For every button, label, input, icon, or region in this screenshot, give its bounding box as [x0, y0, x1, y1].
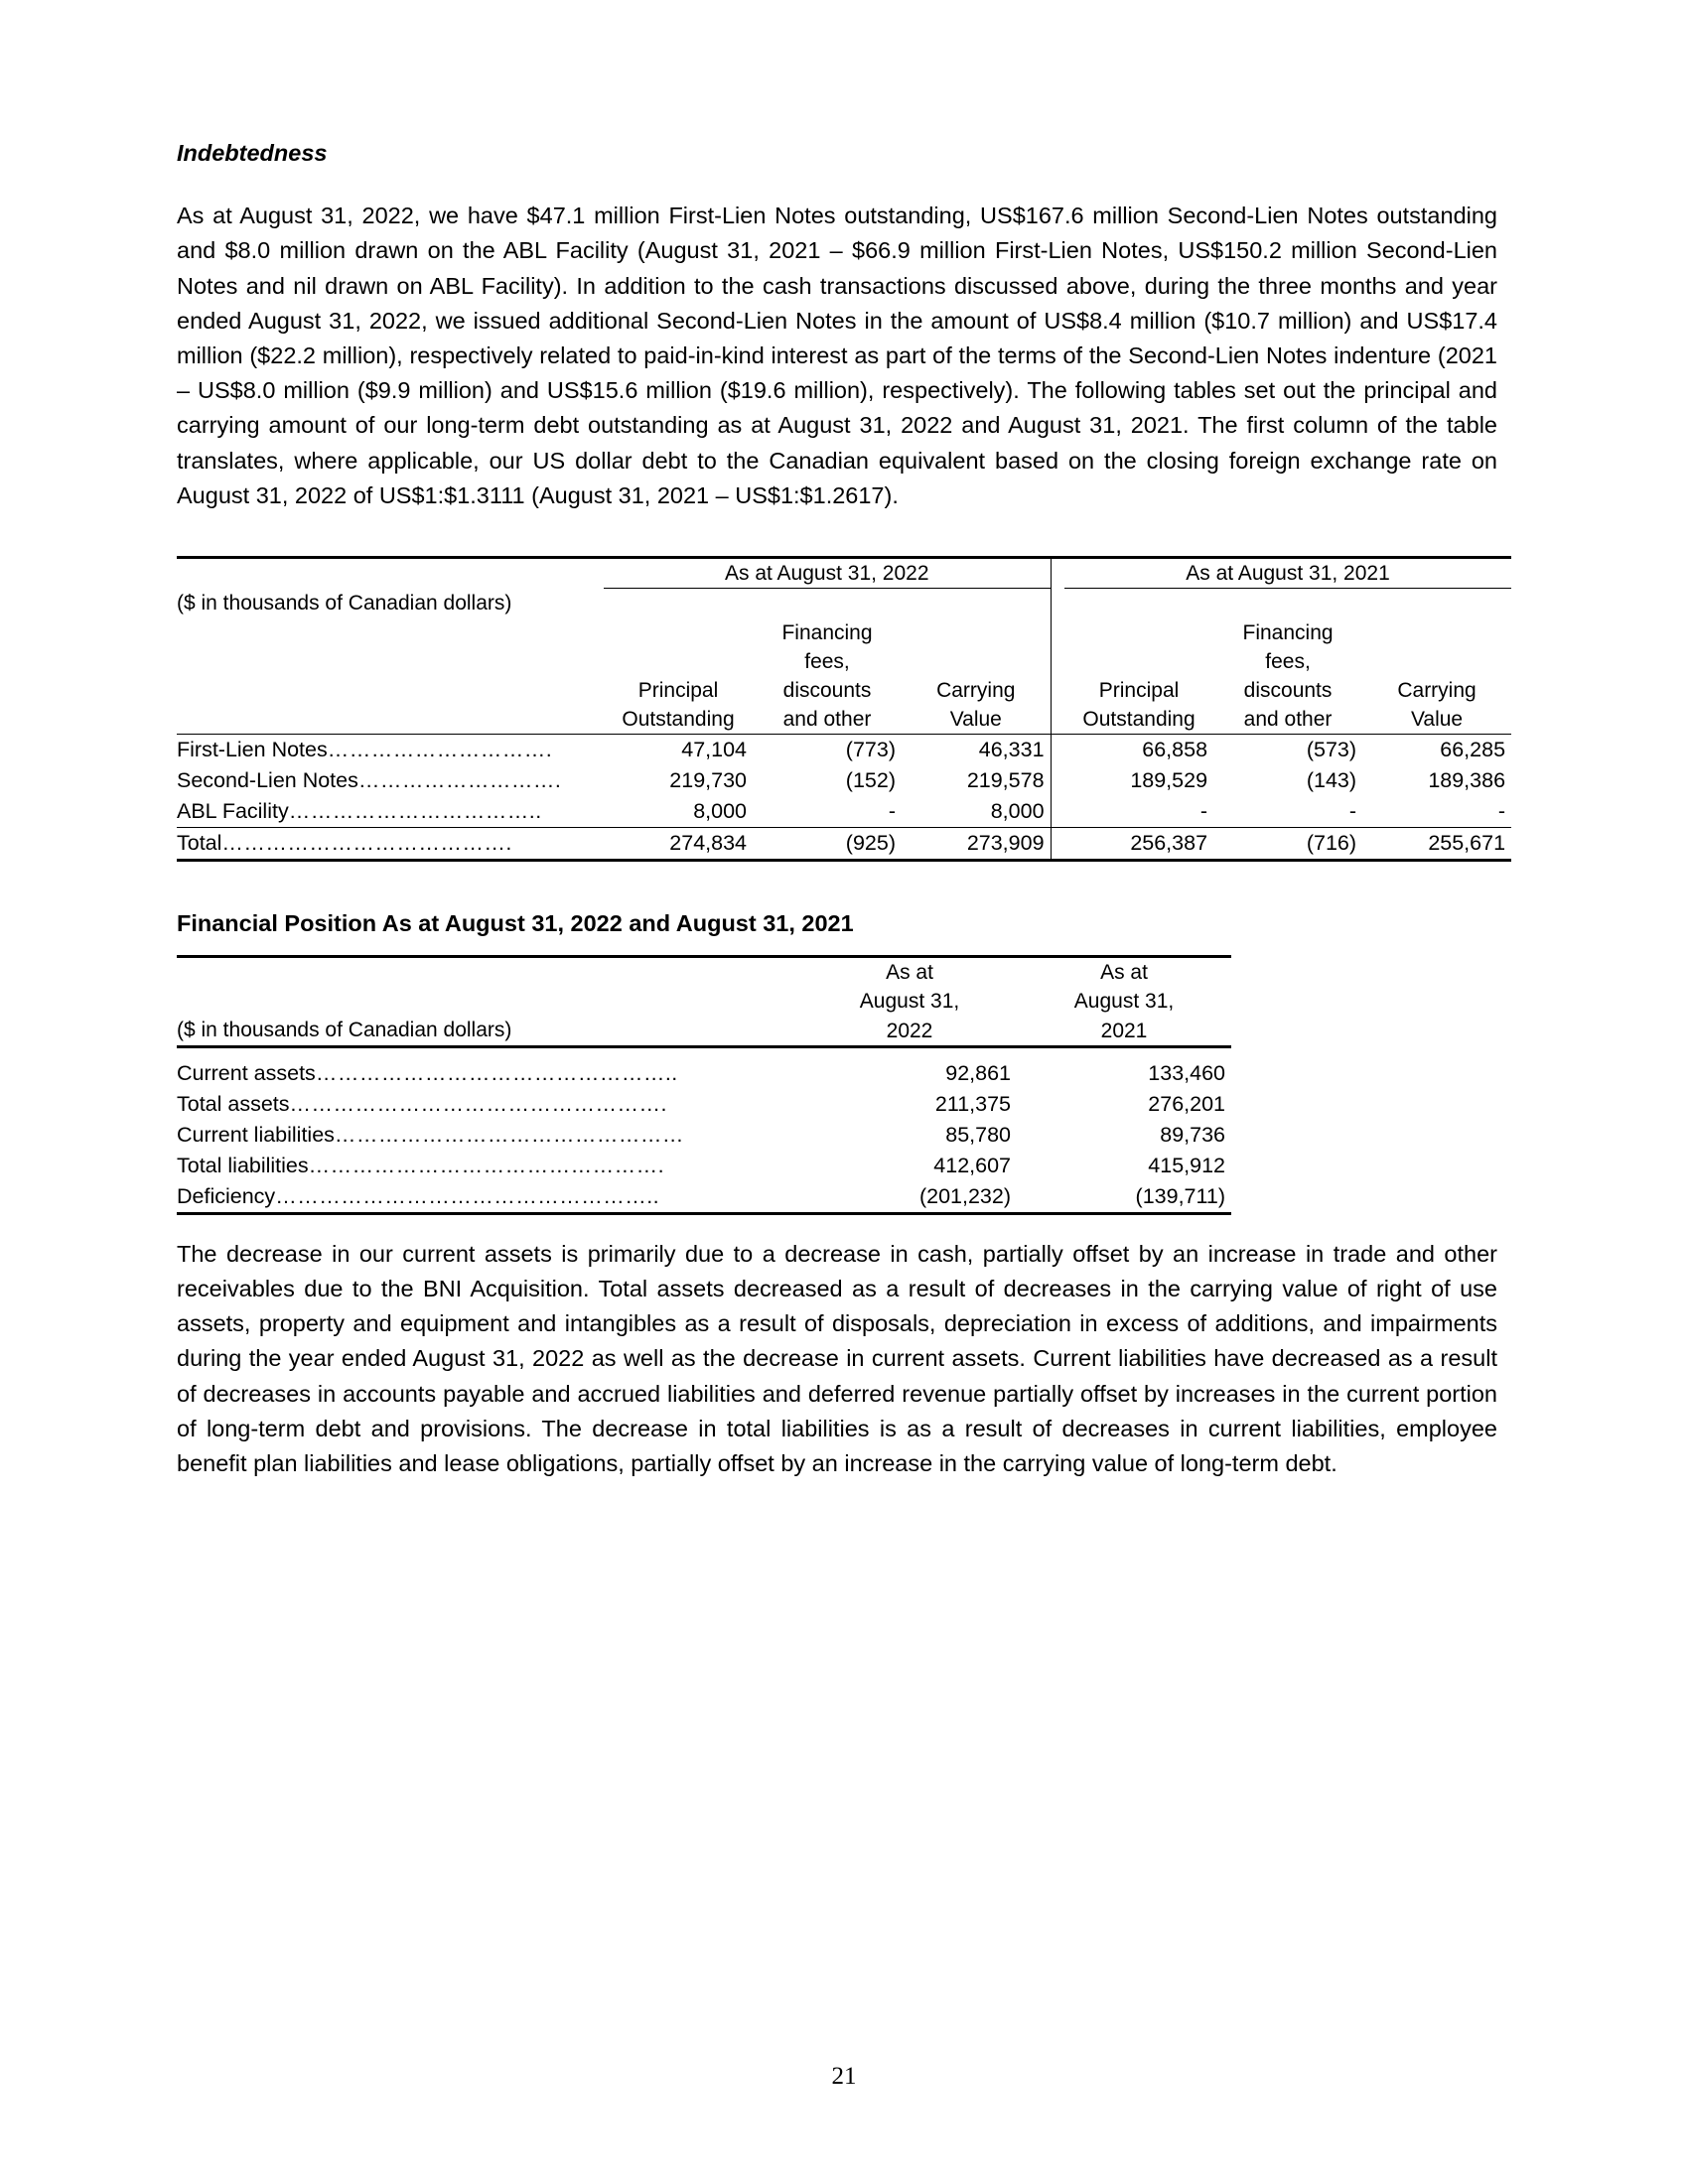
- row-label: [177, 1120, 802, 1151]
- fp-colhdr-2022-l1: As at: [802, 956, 1017, 987]
- cell-2022: 412,607: [933, 1153, 1011, 1177]
- cell-fees-2021: (143): [1306, 767, 1357, 792]
- colhdr-carrying-2022-l3: Carrying: [936, 678, 1016, 702]
- colhdr-fees-2022-l1: Financing: [781, 620, 873, 644]
- row-leader: …………………………………………….: [289, 1091, 668, 1116]
- section-heading-indebtedness: Indebtedness: [177, 140, 328, 166]
- cell-carrying-2021: -: [1362, 796, 1511, 828]
- colhdr-carrying-2021-l4: Value: [1362, 705, 1511, 735]
- colhdr-principal-2021-l2: [1064, 647, 1213, 676]
- cell-carrying-2022: 219,578: [966, 767, 1045, 792]
- table-row: [177, 1120, 1231, 1151]
- total-row: [177, 827, 1511, 860]
- total-principal-2021: 256,387: [1064, 827, 1213, 860]
- total-carrying-2021: 255,671: [1362, 827, 1511, 860]
- group-header-2022: As at August 31, 2022: [604, 558, 1051, 589]
- cell-2022: (201,232): [802, 1181, 1017, 1214]
- fp-colhdr-2021-l3: 2021: [1017, 1016, 1231, 1047]
- closing-paragraph: The decrease in our current assets is primarily due to a decrease in cash, partially offset by an increase in trade and other receivables due to the BNI Acquisition. Total assets decreased as a result of decreases in the carrying value of right of use assets, property and equipment and intangibles as a result of disposals, depreciation in excess of additions, and impairments during the year ended August 31, 2022 as well as the decrease in current assets. Current liabilities have decreased as a result of decreases in accounts payable and accrued liabilities and deferred revenue partially offset by increases in the current portion of long-term debt and provisions. The decrease in total liabilities is as a result of decreases in current liabilities, employee benefit plan liabilities and lease obligations, partially offset by an increase in the carrying value of long-term debt.: [177, 1240, 1497, 1476]
- fp-column-header-line2: [177, 987, 1231, 1016]
- column-header-line1: [177, 618, 1511, 647]
- group-header-2021: As at August 31, 2021: [1064, 558, 1511, 589]
- row-label-text: ABL Facility: [177, 798, 289, 823]
- cell-2022: 85,780: [945, 1122, 1011, 1147]
- column-header-line4: [177, 705, 1511, 735]
- total-fees-2022: (925): [753, 827, 902, 860]
- row-label: [177, 734, 604, 765]
- row-label-text: Total: [177, 830, 222, 855]
- table-row: [177, 796, 1511, 828]
- colhdr-fees-2021-l3: discounts: [1243, 678, 1333, 702]
- cell-principal-2022: 47,104: [681, 737, 747, 761]
- row-leader: ……………………………..: [288, 798, 542, 823]
- table-row: [177, 734, 1511, 765]
- row-label: [177, 1089, 802, 1120]
- units-note-row: [177, 589, 1511, 618]
- colhdr-carrying-2021-l2: [1362, 647, 1511, 676]
- colhdr-principal-2021-l3: Principal: [1098, 678, 1180, 702]
- colhdr-carrying-2022-l4: Value: [902, 705, 1051, 735]
- row-leader: ……………………….: [357, 767, 562, 792]
- column-header-line3: [177, 676, 1511, 705]
- row-label: [177, 827, 604, 860]
- row-label-text: Second-Lien Notes: [177, 767, 358, 792]
- page-number: 21: [831, 2063, 857, 2090]
- row-label-text: Current liabilities: [177, 1122, 335, 1147]
- colhdr-fees-2022-l2: fees,: [804, 649, 850, 673]
- cell-principal-2021: 66,858: [1142, 737, 1208, 761]
- table-row: [177, 1151, 1231, 1181]
- cell-principal-2022: 8,000: [604, 796, 753, 828]
- cell-2022: 92,861: [945, 1060, 1011, 1085]
- indebtedness-table: [177, 556, 1511, 862]
- colhdr-carrying-2022-l2: [902, 647, 1051, 676]
- colhdr-fees-2022-l3: discounts: [782, 678, 872, 702]
- row-label: [177, 1151, 802, 1181]
- units-note: ($ in thousands of Canadian dollars): [177, 591, 512, 614]
- colhdr-fees-2021-l1: Financing: [1242, 620, 1334, 644]
- row-label: [177, 1058, 802, 1089]
- colhdr-principal-2022-l3: Principal: [637, 678, 719, 702]
- row-label-text: Current assets: [177, 1060, 316, 1085]
- cell-fees-2022: (152): [845, 767, 896, 792]
- cell-fees-2021: -: [1213, 796, 1362, 828]
- cell-principal-2022: 219,730: [669, 767, 747, 792]
- intro-paragraph: As at August 31, 2022, we have $47.1 million First-Lien Notes outstanding, US$167.6 million Second-Lien Notes outstanding and $8.0 million drawn on the ABL Facility (August 31, 2021 – $66.9 million First-Lien Notes, US$150.2 million Second-Lien Notes and nil drawn on ABL Facility). In addition to the cash transactions discussed above, during the three months and year ended August 31, 2022, we issued additional Second-Lien Notes in the amount of US$8.4 million ($10.7 million) and US$17.4 million ($22.2 million), respectively related to paid-in-kind interest as part of the terms of the Second-Lien Notes indenture (2021 – US$8.0 million ($9.9 million) and US$15.6 million ($19.6 million), respectively). The following tables set out the principal and carrying amount of our long-term debt outstanding as at August 31, 2022 and August 31, 2021. The first column of the table translates, where applicable, our US dollar debt to the Canadian equivalent based on the closing foreign exchange rate on August 31, 2022 of US$1:$1.3111 (August 31, 2021 – US$1:$1.2617).: [177, 203, 1497, 508]
- total-carrying-2022: 273,909: [902, 827, 1051, 860]
- cell-2021: 276,201: [1148, 1091, 1225, 1116]
- group-header-blank: [177, 558, 604, 589]
- row-label-text: Deficiency: [177, 1183, 276, 1208]
- cell-principal-2021: -: [1064, 796, 1213, 828]
- table-row: [177, 1181, 1231, 1214]
- row-label: [177, 1181, 802, 1214]
- column-header-line2: [177, 647, 1511, 676]
- colhdr-fees-2021-l4: and other: [1213, 705, 1362, 735]
- row-label: [177, 765, 604, 796]
- fp-units-note: ($ in thousands of Canadian dollars): [177, 1016, 802, 1047]
- row-label: [177, 796, 604, 828]
- cell-carrying-2022: 8,000: [902, 796, 1051, 828]
- fp-colhdr-2021-l1: As at: [1017, 956, 1231, 987]
- page-content: [177, 0, 1506, 1481]
- fp-colhdr-2021-l2: August 31,: [1073, 989, 1175, 1013]
- colhdr-principal-2021-l1: [1064, 618, 1213, 647]
- financial-position-heading: Financial Position As at August 31, 2022 and August 31, 2021: [177, 909, 854, 936]
- table-row: [177, 765, 1511, 796]
- cell-carrying-2022: 46,331: [978, 737, 1045, 761]
- colhdr-principal-2022-l2: [604, 647, 753, 676]
- colhdr-fees-2021-l2: fees,: [1265, 649, 1311, 673]
- cell-principal-2021: 189,529: [1130, 767, 1208, 792]
- row-label-text: Total assets: [177, 1091, 290, 1116]
- row-leader: ………………………….: [327, 737, 553, 761]
- fp-colhdr-2022-l2: August 31,: [859, 989, 960, 1013]
- group-divider: [1051, 558, 1064, 589]
- colhdr-carrying-2021-l1: [1362, 618, 1511, 647]
- fp-spacer-row: [177, 1046, 1231, 1058]
- colhdr-principal-2021-l4: Outstanding: [1064, 705, 1213, 735]
- group-header-row: [177, 558, 1511, 589]
- row-leader: ………………………………….: [221, 830, 512, 855]
- colhdr-carrying-2021-l3: Carrying: [1397, 678, 1477, 702]
- colhdr-principal-2022-l1: [604, 618, 753, 647]
- colhdr-fees-2022-l4: and other: [753, 705, 902, 735]
- cell-2021: 133,460: [1148, 1060, 1225, 1085]
- fp-column-header-line1: [177, 956, 1231, 987]
- total-fees-2021: (716): [1213, 827, 1362, 860]
- cell-carrying-2021: 66,285: [1440, 737, 1506, 761]
- cell-fees-2021: (573): [1306, 737, 1357, 761]
- cell-fees-2022: -: [753, 796, 902, 828]
- table-row: [177, 1058, 1231, 1089]
- row-leader: ………………………………………….: [308, 1153, 665, 1177]
- cell-2021: 89,736: [1160, 1122, 1225, 1147]
- row-leader: …………………………………………: [334, 1122, 684, 1147]
- colhdr-carrying-2022-l1: [902, 618, 1051, 647]
- cell-2022: 211,375: [934, 1091, 1011, 1116]
- row-label-text: First-Lien Notes: [177, 737, 328, 761]
- row-leader: ……………………………………………..: [275, 1183, 660, 1208]
- financial-position-table: [177, 955, 1231, 1215]
- row-label-text: Total liabilities: [177, 1153, 309, 1177]
- cell-carrying-2021: 189,386: [1428, 767, 1506, 792]
- fp-column-header-line3: [177, 1016, 1231, 1047]
- cell-fees-2022: (773): [845, 737, 896, 761]
- fp-colhdr-2022-l3: 2022: [802, 1016, 1017, 1047]
- row-leader: …………………………………………..: [315, 1060, 678, 1085]
- cell-2021: 415,912: [1148, 1153, 1225, 1177]
- cell-2021: (139,711): [1017, 1181, 1231, 1214]
- total-principal-2022: 274,834: [604, 827, 753, 860]
- colhdr-principal-2022-l4: Outstanding: [604, 705, 753, 735]
- table-row: [177, 1089, 1231, 1120]
